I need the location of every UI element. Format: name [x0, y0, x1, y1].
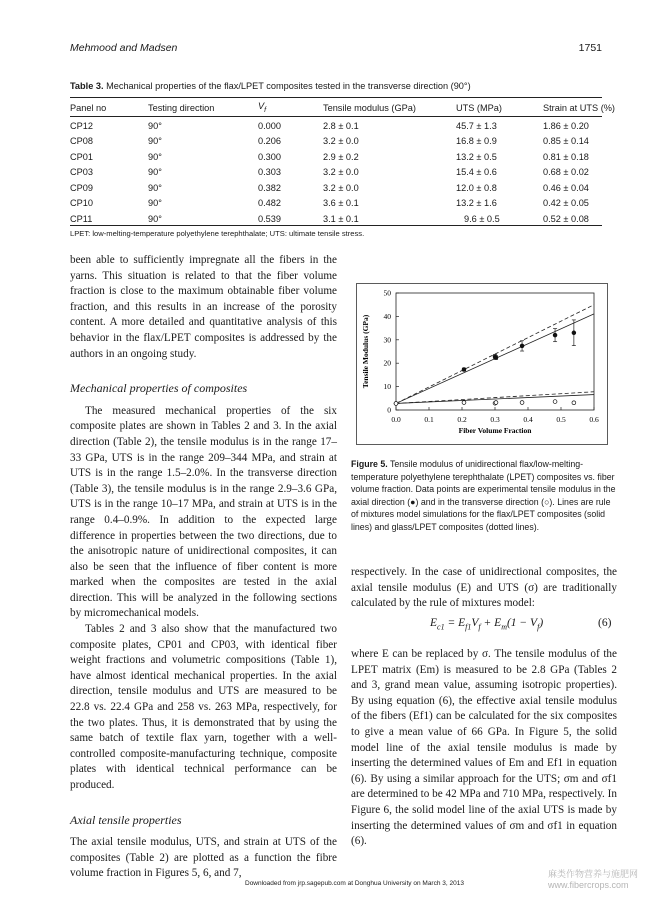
table-cell: 0.85 ± 0.14 [543, 136, 589, 147]
section-heading-mechanical: Mechanical properties of composites [70, 381, 248, 396]
table-header-rule [70, 116, 602, 117]
table-3-caption [70, 81, 610, 91]
axial-data-point [553, 333, 557, 337]
table-cell: 90° [148, 167, 162, 178]
y-tick-label: 10 [383, 382, 391, 392]
table-cell: 12.0 ± 0.8 [456, 182, 497, 193]
table-cell: 0.382 [258, 182, 281, 193]
table-cell: 3.2 ± 0.0 [323, 136, 359, 147]
table-cell: 0.52 ± 0.08 [543, 213, 589, 224]
table-3-note: LPET: low-melting-temperature polyethylene terephthalate; UTS: ultimate tensile stress. [70, 229, 365, 238]
x-tick-label: 0.1 [424, 415, 434, 424]
table-cell: 90° [148, 136, 162, 147]
table-cell: 90° [148, 198, 162, 209]
y-tick-label: 30 [383, 335, 391, 345]
watermark-line: 麻类作物营养与施肥网 [548, 869, 639, 879]
table-cell: 0.539 [258, 213, 281, 224]
col-header: UTS (MPa) [456, 102, 502, 113]
transverse-data-point [520, 401, 524, 405]
model-line-dashed [396, 305, 594, 404]
watermark [548, 869, 638, 891]
table-header-row [70, 99, 622, 116]
table-3-caption-text: Mechanical properties of the flax/LPET composites tested in the transverse direction (90°) [106, 81, 471, 91]
download-footer: Downloaded from jrp.sagepub.com at Donghua University on March 3, 2013 [245, 880, 464, 887]
table-cell: CP11 [70, 213, 93, 224]
x-axis-label: Fiber Volume Fraction [458, 426, 532, 435]
y-tick-label: 50 [383, 288, 391, 298]
table-3 [70, 99, 622, 227]
y-tick-label: 40 [383, 311, 391, 321]
table-cell: 90° [148, 120, 162, 131]
col-header: Tensile modulus (GPa) [323, 102, 416, 113]
figure-5-caption-text: Tensile modulus of unidirectional flax/low-melting-temperature polyethylene terephthalate (LPET) composites vs. fiber volume fraction. Data points are experimental tensile modulus in the axial direction (●) and in the transverse direction (○). Lines are rule of mixtures model simulations for the flax/LPET composites (solid lines) and glass/LPET composites (dotted lines). [351, 459, 616, 532]
table-bottom-rule [70, 225, 602, 226]
table-cell: 0.68 ± 0.02 [543, 167, 589, 178]
paragraph: The measured mechanical properties of the six composite plates are shown in Tables 2 and 3. In the axial direction (Table 2), the tensile modulus is in the range 17–33 GPa, UTS is in the range 209–344 MPa, and strain at UTS is in the range 1.5–2.0%. In the transverse direction (Table 3), the tensile modulus is in the range 2.9–3.6 GPa, UTS is in the range 10–17 MPa, and strain at UTS is in the range 0.4–0.9%. In addition to the expected large difference in properties between the two directions, due to the anisotropic nature of unidirectional composites, it can also be seen that the influence of fiber content is more marked when the composites are tested in the axial direction. This will be analyzed in the following sections by micromechanical models. [70, 404, 337, 620]
col-header: Strain at UTS (%) [543, 102, 615, 113]
figure-5-caption [351, 458, 617, 534]
table-body [70, 116, 622, 227]
table-cell: 3.2 ± 0.0 [323, 167, 359, 178]
table-cell: CP10 [70, 198, 93, 209]
col-header: Testing direction [148, 102, 215, 113]
table-cell: 3.1 ± 0.1 [323, 213, 359, 224]
figure-5-chart [356, 283, 608, 445]
table-cell: 3.2 ± 0.0 [323, 182, 359, 193]
vf-symbol: V [258, 101, 265, 112]
y-tick-label: 20 [383, 358, 391, 368]
x-tick-label: 0.4 [523, 415, 533, 424]
axial-data-point [494, 356, 498, 360]
x-tick-label: 0.2 [457, 415, 467, 424]
table-row [70, 180, 622, 196]
right-paragraph-2: where E can be replaced by σ. The tensile modulus of the LPET matrix (Em) is measured to be 2.8 GPa (Tables 2 and 3, grand mean value, assuming isotropic properties). By using equation (6), the effective axial tensile modulus of the fibers (Ef1) can be calculated for the six composites to give a mean value of 66 GPa. In Figure 5, the solid model line of the axial tensile modulus is made by inserting the determined values of Em and Ef1 in equation (6). By using a similar approach for the UTS; σm and σf1 are determined to be 42 MPa and 710 MPa, respectively. In Figure 6, the solid model line of the axial UTS is made by inserting the determined values of σm and σf1 in equation (6). [351, 648, 617, 848]
table-cell: 90° [148, 151, 162, 162]
x-tick-label: 0.0 [391, 415, 401, 424]
table-row [70, 116, 622, 134]
col-header-vf [258, 99, 323, 116]
table-row [70, 165, 622, 181]
equation-number: (6) [598, 617, 612, 629]
table-cell: 9.6 ± 0.5 [464, 213, 500, 224]
table-cell: CP08 [70, 136, 93, 147]
table-row [70, 149, 622, 165]
table-cell: 0.46 ± 0.04 [543, 182, 589, 193]
table-cell: CP09 [70, 182, 93, 193]
page-number: 1751 [578, 42, 602, 54]
paragraph: been able to sufficiently impregnate all the fibers in the yarns. This situation is related to that the fiber volume fraction is close to the maximum obtainable fiber volume fraction, and this results in an increase of the porosity content. A more detailed and quantitative analysis of this behavior in the flax/LPET composites is addressed by the authors in an ongoing study. [70, 254, 337, 360]
right-paragraph-1: respectively. In the case of unidirectional composites, the axial tensile modulus (E) and UTS (σ) are traditionally calculated by the rule of mixtures model: [351, 566, 617, 610]
transverse-data-point [462, 401, 466, 405]
table-cell: 0.206 [258, 136, 281, 147]
table-3-caption-label: Table 3. [70, 81, 104, 91]
left-column [70, 253, 337, 882]
watermark-line: www.fibercrops.com [548, 880, 629, 890]
table-cell: 13.2 ± 0.5 [456, 151, 497, 162]
table-cell: 45.7 ± 1.3 [456, 120, 497, 131]
table-cell: 0.482 [258, 198, 281, 209]
transverse-data-point [553, 400, 557, 404]
paragraph: Tables 2 and 3 also show that the manufactured two composite plates, CP01 and CP03, with identical fiber weight fractions and volumetric compositions (Table 1), have almost identical mechanical properties. In the axial direction, tensile modulus and UTS are measured to be 22.8 vs. 22.4 GPa and 258 vs. 263 MPa, respectively, for the two plates. Thus, it is demonstrated that by using the same batch of textile flax yarn, together with a well-controlled composite-manufacturing technique, composite plates with identical technical performance can be produced. [70, 623, 337, 791]
x-tick-label: 0.6 [589, 415, 599, 424]
axial-data-point [462, 368, 466, 372]
vf-subscript: f [264, 106, 267, 114]
equation-6: $E_{c1} = E_{f1}V_f + E_m(1 - V_f)$ [430, 617, 544, 632]
table-cell: 0.000 [258, 120, 281, 131]
transverse-data-point [394, 402, 398, 406]
chart-group [357, 284, 608, 445]
section-heading-axial: Axial tensile properties [70, 812, 182, 827]
table-cell: 1.86 ± 0.20 [543, 120, 589, 131]
paragraph: The axial tensile modulus, UTS, and strain at UTS of the composites (Table 2) are plotted as a function the fibre volume fraction in Figures 5, 6, and 7, [70, 836, 337, 880]
table-cell: 16.8 ± 0.9 [456, 136, 497, 147]
figure-5-caption-label: Figure 5. [351, 459, 388, 469]
table-row [70, 134, 622, 150]
table-cell: CP03 [70, 167, 93, 178]
x-tick-label: 0.5 [556, 415, 566, 424]
table-cell: 90° [148, 213, 162, 224]
table-cell: 2.8 ± 0.1 [323, 120, 359, 131]
table-cell: 0.300 [258, 151, 281, 162]
table-row [70, 196, 622, 212]
table-cell: 0.81 ± 0.18 [543, 151, 589, 162]
y-tick-label: 0 [387, 405, 391, 415]
transverse-data-point [572, 401, 576, 405]
table-cell: 13.2 ± 1.6 [456, 198, 497, 209]
table-cell: 0.42 ± 0.05 [543, 198, 589, 209]
table-cell: 15.4 ± 0.6 [456, 167, 497, 178]
table-cell: CP12 [70, 120, 93, 131]
axial-data-point [572, 331, 576, 335]
table-cell: 0.303 [258, 167, 281, 178]
table-top-rule [70, 97, 602, 98]
axial-data-point [520, 344, 524, 348]
table-cell: CP01 [70, 151, 93, 162]
transverse-data-point [494, 401, 498, 405]
col-header: Panel no [70, 102, 107, 113]
y-axis-label: Tensile Modulus (GPa) [361, 314, 370, 389]
table-cell: 2.9 ± 0.2 [323, 151, 359, 162]
x-tick-label: 0.3 [490, 415, 500, 424]
table-cell: 90° [148, 182, 162, 193]
running-head-authors: Mehmood and Madsen [70, 42, 178, 54]
table-cell: 3.6 ± 0.1 [323, 198, 359, 209]
plot-area [396, 293, 594, 410]
